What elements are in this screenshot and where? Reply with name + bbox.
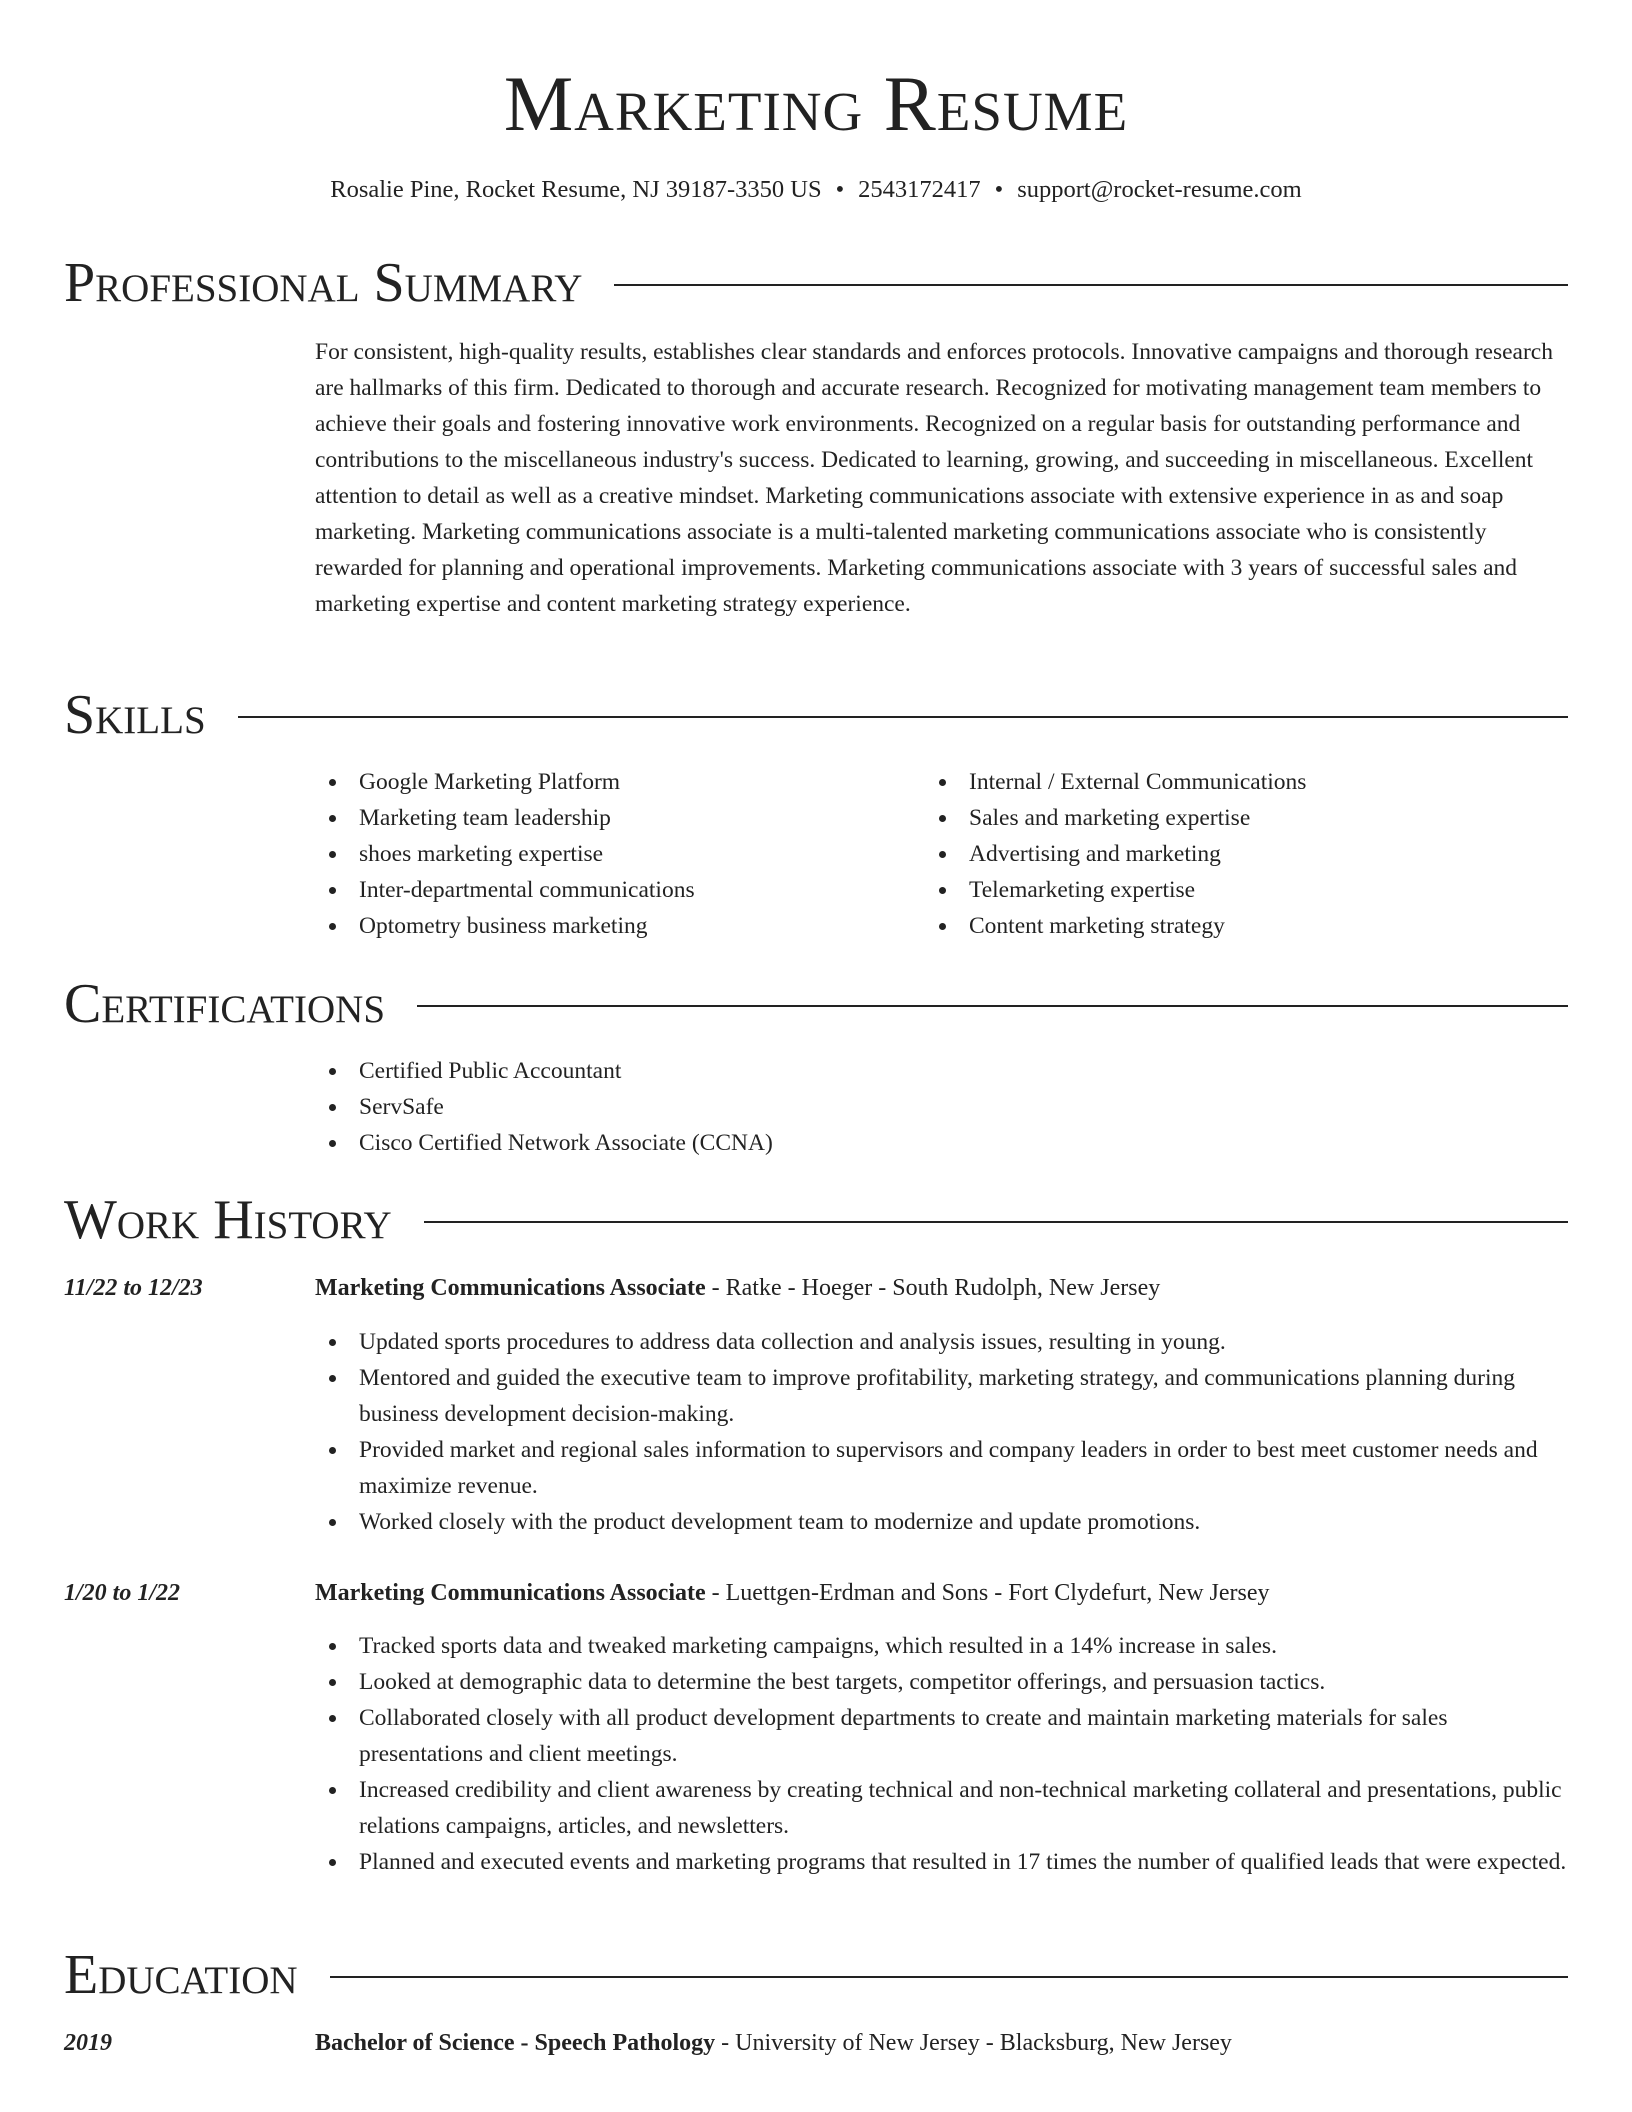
responsibility-item: Tracked sports data and tweaked marketing campaigns, which resulted in a 14% increase in sales. <box>315 1628 1569 1664</box>
summary-text: For consistent, high-quality results, establishes clear standards and enforces protocols. Innovative campaigns and thorough research are hallmarks of this firm. Dedicated to thorough and accurate research. Recognized for motivating management team members to achieve their goals and fostering innovative work environments. Recognized on a regular basis for outstanding performance and contributions to the miscellaneous industry's success. Dedicated to learning, growing, and succeeding in miscellaneous. Excellent attention to detail as well as a creative mindset. Marketing communications associate with extensive experience in as and soap marketing. Marketing communications associate is a multi-talented marketing communications associate who is consistently rewarded for planning and operational improvements. Marketing communications associate with 3 years of successful sales and marketing expertise and content marketing strategy experience. <box>315 339 1553 617</box>
responsibility-item: Collaborated closely with all product development departments to create and maintain marketing materials for sales presentations and client meetings. <box>315 1700 1569 1772</box>
job-title: Marketing Communications Associate <box>315 1580 706 1606</box>
skills-list-right <box>925 764 1525 944</box>
job-employer: - Ratke - Hoeger - South Rudolph, New Jersey <box>705 1275 1161 1301</box>
responsibility-item: Updated sports procedures to address data collection and analysis issues, resulting in young. <box>315 1324 1569 1360</box>
skill-item: Optometry business marketing <box>315 908 915 944</box>
skill-item: Telemarketing expertise <box>925 872 1525 908</box>
skill-item: Sales and marketing expertise <box>925 800 1525 836</box>
section-divider <box>417 1005 1568 1007</box>
skills-section-header <box>64 683 1568 747</box>
job-responsibilities <box>315 1324 1569 1540</box>
job-heading <box>315 1270 1569 1306</box>
section-divider <box>330 1976 1568 1978</box>
section-title-work-history: Work History <box>64 1189 392 1251</box>
job-dates: 11/22 to 12/23 <box>64 1275 203 1301</box>
education-section-header <box>64 1943 1568 2007</box>
job-heading <box>315 1575 1569 1611</box>
job-dates: 1/20 to 1/22 <box>64 1580 181 1606</box>
section-divider <box>424 1221 1568 1223</box>
section-divider <box>238 716 1568 718</box>
responsibility-item: Looked at demographic data to determine the best targets, competitor offerings, and persuasion tactics. <box>315 1664 1569 1700</box>
section-title-summary: Professional Summary <box>64 252 583 314</box>
skills-list-left <box>315 764 915 944</box>
summary-section-header <box>64 251 1568 315</box>
responsibility-item: Provided market and regional sales information to supervisors and company leaders in order to best meet customer needs and maximize revenue. <box>315 1432 1569 1504</box>
responsibility-item: Worked closely with the product development team to modernize and update promotions. <box>315 1504 1569 1540</box>
job-title: Marketing Communications Associate <box>315 1275 706 1301</box>
certifications-section-header <box>64 972 1568 1036</box>
job-responsibilities <box>315 1628 1569 1880</box>
certification-item: Certified Public Accountant <box>315 1053 1569 1089</box>
section-title-skills: Skills <box>64 684 206 746</box>
skill-item: shoes marketing expertise <box>315 836 915 872</box>
skill-item: Inter-departmental communications <box>315 872 915 908</box>
resume-title: Marketing Resume <box>503 60 1129 147</box>
education-heading <box>315 2025 1569 2061</box>
contact-email[interactable]: support@rocket-resume.com <box>1017 176 1302 203</box>
section-title-certifications: Certifications <box>64 973 386 1035</box>
responsibility-item: Planned and executed events and marketing programs that resulted in 17 times the number of qualified leads that were expected. <box>315 1844 1569 1880</box>
responsibility-item: Mentored and guided the executive team to improve profitability, marketing strategy, and communications planning during business development decision-making. <box>315 1360 1569 1432</box>
responsibility-item: Increased credibility and client awareness by creating technical and non-technical marketing collateral and presentations, public relations campaigns, articles, and newsletters. <box>315 1772 1569 1844</box>
contact-phone[interactable]: 2543172417 <box>858 176 981 203</box>
skill-item: Marketing team leadership <box>315 800 915 836</box>
section-title-education: Education <box>64 1944 298 2006</box>
work-section-header <box>64 1188 1568 1252</box>
job-employer: - Luettgen-Erdman and Sons - Fort Clydefurt, New Jersey <box>705 1580 1270 1606</box>
certification-item: Cisco Certified Network Associate (CCNA) <box>315 1125 1569 1161</box>
skill-item: Google Marketing Platform <box>315 764 915 800</box>
contact-separator: • <box>835 176 845 203</box>
skill-item: Content marketing strategy <box>925 908 1525 944</box>
education-school: - University of New Jersey - Blacksburg, New Jersey <box>715 2030 1232 2056</box>
section-divider <box>614 284 1568 286</box>
contact-address: Rosalie Pine, Rocket Resume, NJ 39187-3350 US <box>330 176 822 203</box>
skill-item: Advertising and marketing <box>925 836 1525 872</box>
skill-item: Internal / External Communications <box>925 764 1525 800</box>
contact-separator: • <box>994 176 1004 203</box>
contact-line <box>0 172 1632 208</box>
certification-item: ServSafe <box>315 1089 1569 1125</box>
certifications-list <box>315 1053 1569 1161</box>
education-degree: Bachelor of Science - Speech Pathology <box>315 2030 716 2056</box>
education-year: 2019 <box>64 2030 112 2056</box>
